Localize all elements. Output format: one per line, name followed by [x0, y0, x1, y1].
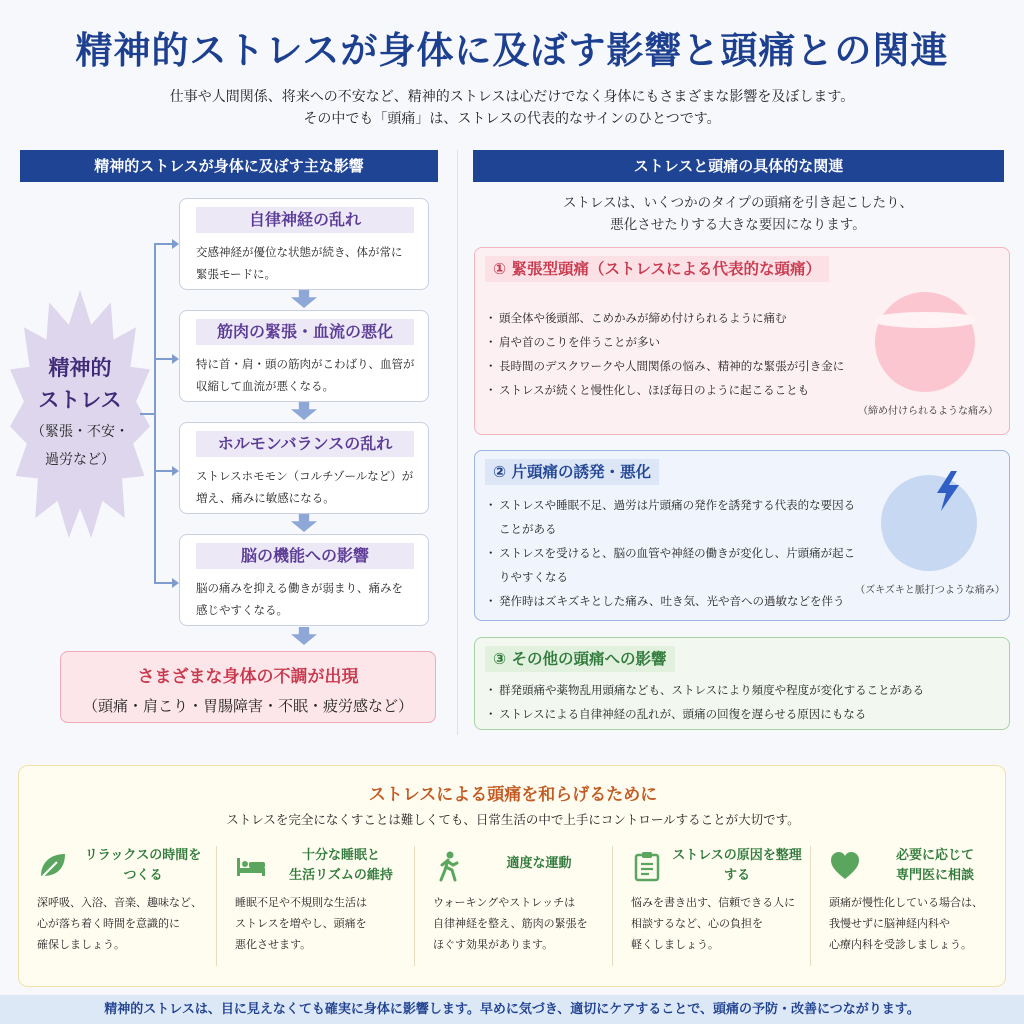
heart-icon [829, 850, 861, 882]
arrow-right-icon [172, 578, 179, 588]
lightning-icon [931, 471, 963, 511]
tension-headache-bullets [485, 306, 865, 402]
migraine-title: ② 片頭痛の誘発・悪化 [485, 459, 659, 485]
arrow-right-icon [172, 354, 179, 364]
intro-line-1: 仕事や人間関係、将来への不安など、精神的ストレスは心だけでなく身体にもさまざまな影響を及ぼします。 [169, 89, 855, 105]
tip-body-line: 悩みを書き出す、信頼できる人に [631, 896, 796, 909]
bullet-item: ・ 頭全体や後頭部、こめかみが締め付けられるように痛む [485, 306, 865, 330]
tension-headache-box [474, 247, 1010, 435]
effect-description [196, 465, 418, 509]
tips-title: ストレスによる頭痛を和らげるために [368, 785, 658, 805]
tip-heading-line: 生活リズムの維持 [289, 868, 393, 883]
tip-body-line: 我慢せずに脳神経内科や [829, 917, 950, 930]
right-section-header: ストレスと頭痛の具体的な関連 [473, 150, 1004, 182]
intro-text [0, 86, 1024, 130]
tip-heading-line: 適度な運動 [506, 856, 572, 871]
bullet-item: ・ ストレスや睡眠不足、過労は片頭痛の発作を誘発する代表的な要因ることがある [485, 493, 865, 541]
bullet-item: ・ 長時間のデスクワークや人間関係の悩み、精神的な緊張が引き金に [485, 354, 865, 378]
effect-title: 脳の機能への影響 [196, 543, 414, 569]
tip-heading-line: 必要に応じて [895, 848, 974, 863]
result-title: さまざまな身体の不調が出現 [137, 667, 359, 687]
tip-heading-line: 十分な睡眠と [301, 848, 380, 863]
tip-body [631, 892, 803, 955]
tip-heading [869, 846, 1001, 886]
effect-desc-line: 交感神経が優位な状態が続き、体が常に [196, 245, 403, 259]
tip-heading [671, 846, 803, 886]
tip-heading-line: つくる [123, 868, 163, 883]
down-arrow-icon [291, 514, 317, 532]
tips-box [18, 765, 1006, 987]
intro-line-2: その中でも「頭痛」は、ストレスの代表的なサインのひとつです。 [303, 111, 721, 127]
tip-body-line: ウォーキングやストレッチは [433, 896, 576, 909]
tip-sleep [217, 844, 410, 972]
left-section-header: 精神的ストレスが身体に及ぼす主な影響 [20, 150, 438, 182]
down-arrow-icon [291, 290, 317, 308]
tip-heading-line: ストレスの原因を整理 [672, 848, 802, 863]
bracket-branch [154, 470, 172, 472]
tip-body-line: 心療内科を受診しましょう。 [829, 938, 972, 951]
stress-source-sub-2: 過労など） [45, 452, 115, 468]
effect-desc-line: 感じやすくなる。 [196, 603, 288, 617]
tip-body-line: 悪化させます。 [235, 938, 312, 951]
bullet-item: ・ ストレスを受けると、脳の血管や神経の働きが変化し、片頭痛が起こりやすくなる [485, 541, 865, 589]
tip-body [829, 892, 1001, 955]
tension-head-illustration [875, 292, 975, 392]
page-title: 精神的ストレスが身体に及ぼす影響と頭痛との関連 [75, 29, 949, 72]
head-band [875, 312, 975, 328]
right-intro-line-1: ストレスは、いくつかのタイプの頭痛を引き起こしたり、 [563, 195, 913, 211]
arrow-right-icon [172, 466, 179, 476]
effect-box-brain [179, 534, 429, 626]
tip-heading [77, 846, 209, 886]
tip-body-line: ほぐす効果があります。 [433, 938, 554, 951]
effect-title: ホルモンバランスの乱れ [196, 431, 414, 457]
effect-desc-line: 脳の痛みを抑える働きが弱まり、痛みを [196, 581, 403, 595]
stress-source-line-2: ストレス [38, 388, 122, 412]
tip-body [37, 892, 209, 955]
effect-description [196, 353, 418, 397]
right-intro [472, 192, 1004, 236]
bullet-item: ・ 発作時はズキズキとした痛み、吐き気、光や音への過敏などを伴う [485, 589, 865, 613]
tip-heading-line: リラックスの時間を [84, 848, 202, 863]
bed-icon [235, 850, 267, 882]
down-arrow-icon [291, 402, 317, 420]
effect-box-hormone [179, 422, 429, 514]
tip-body-line: 深呼吸、入浴、音楽、趣味など、 [37, 896, 202, 909]
stress-source-label [10, 352, 150, 472]
migraine-bullets [485, 493, 865, 613]
other-headache-box [474, 637, 1010, 730]
migraine-caption: （ズキズキと脈打つような痛み） [855, 585, 1005, 596]
effect-box-autonomic [179, 198, 429, 290]
tip-body-line: 頭痛が慢性化している場合は、 [829, 896, 983, 909]
tip-body-line: 相談するなど、心の負担を [631, 917, 763, 930]
effect-description [196, 577, 418, 621]
stress-source-sub-1: （緊張・不安・ [31, 424, 129, 440]
down-arrow-icon [291, 627, 317, 645]
tip-heading-line: する [723, 868, 750, 883]
tension-headache-caption: （締め付けられるような痛み） [858, 406, 998, 417]
tip-consult [811, 844, 1004, 972]
result-subtitle: （頭痛・肩こり・胃腸障害・不眠・疲労感など） [82, 697, 413, 715]
bullet-item: ・ ストレスによる自律神経の乱れが、頭痛の回復を遅らせる原因にもなる [485, 702, 995, 726]
arrow-right-icon [172, 239, 179, 249]
effect-desc-line: 緊張モードに。 [196, 267, 277, 281]
effect-desc-line: 特に首・肩・頭の筋肉がこわばり、血管が [196, 357, 415, 371]
leaf-icon [37, 850, 69, 882]
tip-body [235, 892, 407, 955]
tip-body-line: 確保しましょう。 [37, 938, 125, 951]
other-headache-title: ③ その他の頭痛への影響 [485, 646, 675, 672]
bracket-branch [154, 358, 172, 360]
tip-heading-line: 専門医に相談 [895, 868, 974, 883]
effect-description [196, 241, 418, 285]
bullet-item: ・ ストレスが続くと慢性化し、ほぼ毎日のように起こることも [485, 378, 865, 402]
walking-icon [433, 850, 465, 882]
clipboard-icon [631, 850, 663, 882]
tip-body-line: 軽くしましょう。 [631, 938, 719, 951]
result-box [60, 651, 436, 723]
tip-body-line: 心が落ち着く時間を意識的に [37, 917, 180, 930]
tip-heading [275, 846, 407, 886]
bullet-item: ・ 肩や首のこりを伴うことが多い [485, 330, 865, 354]
footer-message: 精神的ストレスは、目に見えなくても確実に身体に影響します。早めに気づき、適切にケアすることで、頭痛の予防・改善につながります。 [0, 995, 1024, 1024]
tip-exercise [415, 844, 608, 972]
tip-heading [473, 854, 605, 874]
effect-box-muscle [179, 310, 429, 402]
effect-desc-line: 収縮して血流が悪くなる。 [196, 379, 334, 393]
bracket-branch [154, 243, 172, 245]
tip-body-line: 睡眠不足や不規則な生活は [235, 896, 367, 909]
tip-body [433, 892, 605, 955]
effect-desc-line: 増え、痛みに敏感になる。 [196, 491, 335, 505]
bracket-line [154, 243, 156, 584]
effect-desc-line: ストレスホモモン（コルチゾールなど）が [196, 469, 414, 483]
tip-organize [613, 844, 806, 972]
effect-title: 自律神経の乱れ [196, 207, 414, 233]
other-headache-bullets [485, 678, 995, 726]
bracket-branch [154, 582, 172, 584]
tip-body-line: ストレスを増やし、頭痛を [235, 917, 367, 930]
tip-relax [19, 844, 212, 972]
right-intro-line-2: 悪化させたりする大きな要因になります。 [610, 217, 866, 233]
migraine-box [474, 450, 1010, 621]
stress-source-line-1: 精神的 [48, 356, 112, 380]
effect-title: 筋肉の緊張・血流の悪化 [196, 319, 414, 345]
tension-headache-title: ① 緊張型頭痛（ストレスによる代表的な頭痛） [485, 256, 829, 282]
tip-body-line: 自律神経を整え、筋肉の緊張を [433, 917, 588, 930]
column-separator [457, 150, 458, 735]
bullet-item: ・ 群発頭痛や薬物乱用頭痛なども、ストレスにより頻度や程度が変化することがある [485, 678, 995, 702]
tips-intro: ストレスを完全になくすことは難しくても、日常生活の中で上手にコントロールすることが大切です。 [226, 812, 800, 827]
